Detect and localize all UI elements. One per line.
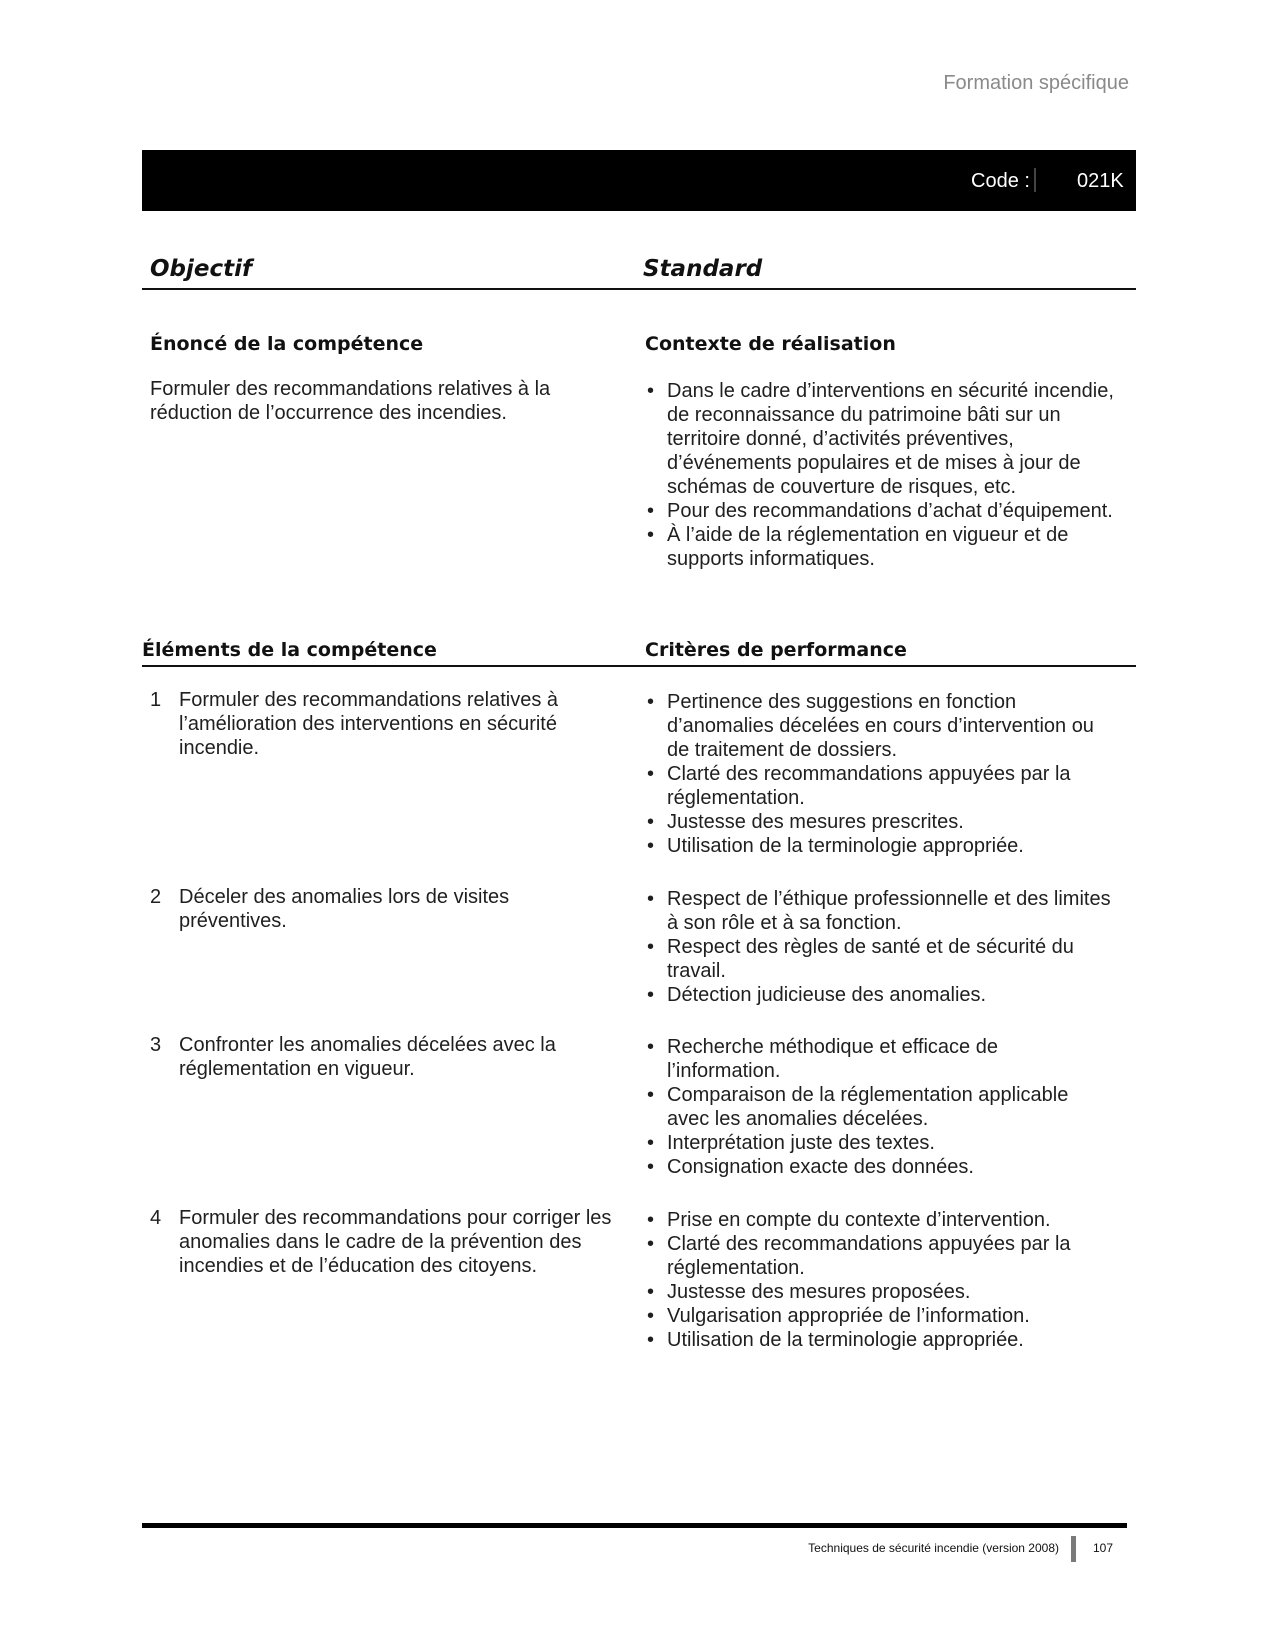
element-text: Déceler des anomalies lors de visites préventives. — [179, 886, 510, 932]
statement-heading: Énoncé de la compétence — [150, 333, 424, 355]
list-item: • Pour des recommandations d’achat d’équipement. — [647, 500, 1113, 522]
list-item: • Dans le cadre d’interventions en sécurité incendie, de reconnaissance du patrimoine bâti sur un territoire donné, d’activités préventives, d’événements populaires et de mises à jour de schémas de couverture de risques, etc. — [647, 380, 1114, 498]
list-item: • Utilisation de la terminologie appropriée. — [647, 835, 1024, 857]
footer-title: Techniques de sécurité incendie (version 2008) — [808, 1541, 1059, 1555]
list-item: • Clarté des recommandations appuyées par la réglementation. — [647, 1233, 1071, 1279]
list-item: • Respect de l’éthique professionnelle et des limites à son rôle et à sa fonction. — [647, 888, 1111, 934]
column-heading-objectif: Objectif — [150, 256, 253, 282]
element-text: Formuler des recommandations pour corriger les anomalies dans le cadre de la prévention des incendies et de l’éducation des citoyens. — [179, 1207, 612, 1277]
context-list — [645, 379, 1115, 571]
elements-heading: Éléments de la compétence — [142, 639, 437, 661]
list-item: • Respect des règles de santé et de sécurité du travail. — [647, 936, 1074, 982]
element-4 — [150, 1206, 630, 1278]
section-rule — [142, 665, 1136, 667]
element-number: 3 — [150, 1034, 162, 1056]
footer-separator — [1071, 1536, 1076, 1562]
list-item: • Prise en compte du contexte d’intervention. — [647, 1209, 1051, 1231]
list-item: • Clarté des recommandations appuyées par la réglementation. — [647, 763, 1071, 809]
criteria-list-2 — [645, 887, 1115, 1007]
element-number: 4 — [150, 1207, 162, 1229]
list-item: • Interprétation juste des textes. — [647, 1132, 935, 1154]
list-item: • Justesse des mesures proposées. — [647, 1281, 971, 1303]
context-heading: Contexte de réalisation — [645, 333, 896, 355]
column-heading-standard: Standard — [643, 256, 763, 282]
heading-rule — [142, 288, 1136, 290]
criteria-list-3 — [645, 1035, 1115, 1179]
element-2 — [150, 885, 630, 933]
page-number: 107 — [1093, 1541, 1114, 1555]
element-text: Formuler des recommandations relatives à l’amélioration des interventions en sécurité incendie. — [179, 689, 559, 759]
list-item: • À l’aide de la réglementation en vigueur et de supports informatiques. — [647, 524, 1069, 570]
statement-text: Formuler des recommandations relatives à la réduction de l’occurrence des incendies. — [150, 378, 551, 424]
list-item: • Recherche méthodique et efficace de l’information. — [647, 1036, 998, 1082]
element-1 — [150, 688, 630, 760]
element-text: Confronter les anomalies décelées avec la réglementation en vigueur. — [179, 1034, 556, 1080]
list-item: • Détection judicieuse des anomalies. — [647, 984, 987, 1006]
code-label: Code : — [971, 170, 1030, 192]
list-item: • Utilisation de la terminologie appropriée. — [647, 1329, 1024, 1351]
element-number: 2 — [150, 886, 162, 908]
list-item: • Consignation exacte des données. — [647, 1156, 974, 1178]
footer-rule — [142, 1523, 1127, 1528]
criteria-list-1 — [645, 690, 1115, 858]
criteria-heading: Critères de performance — [645, 639, 907, 661]
list-item: • Comparaison de la réglementation applicable avec les anomalies décelées. — [647, 1084, 1069, 1130]
element-number: 1 — [150, 689, 162, 711]
list-item: • Pertinence des suggestions en fonction d’anomalies décelées en cours d’intervention ou de traitement de dossiers. — [647, 691, 1094, 761]
code-value: 021K — [1077, 170, 1124, 192]
code-separator — [1034, 168, 1036, 192]
running-header: Formation spécifique — [943, 72, 1129, 94]
criteria-list-4 — [645, 1208, 1115, 1352]
list-item: • Vulgarisation appropriée de l’information. — [647, 1305, 1030, 1327]
list-item: • Justesse des mesures prescrites. — [647, 811, 964, 833]
element-3 — [150, 1033, 630, 1081]
